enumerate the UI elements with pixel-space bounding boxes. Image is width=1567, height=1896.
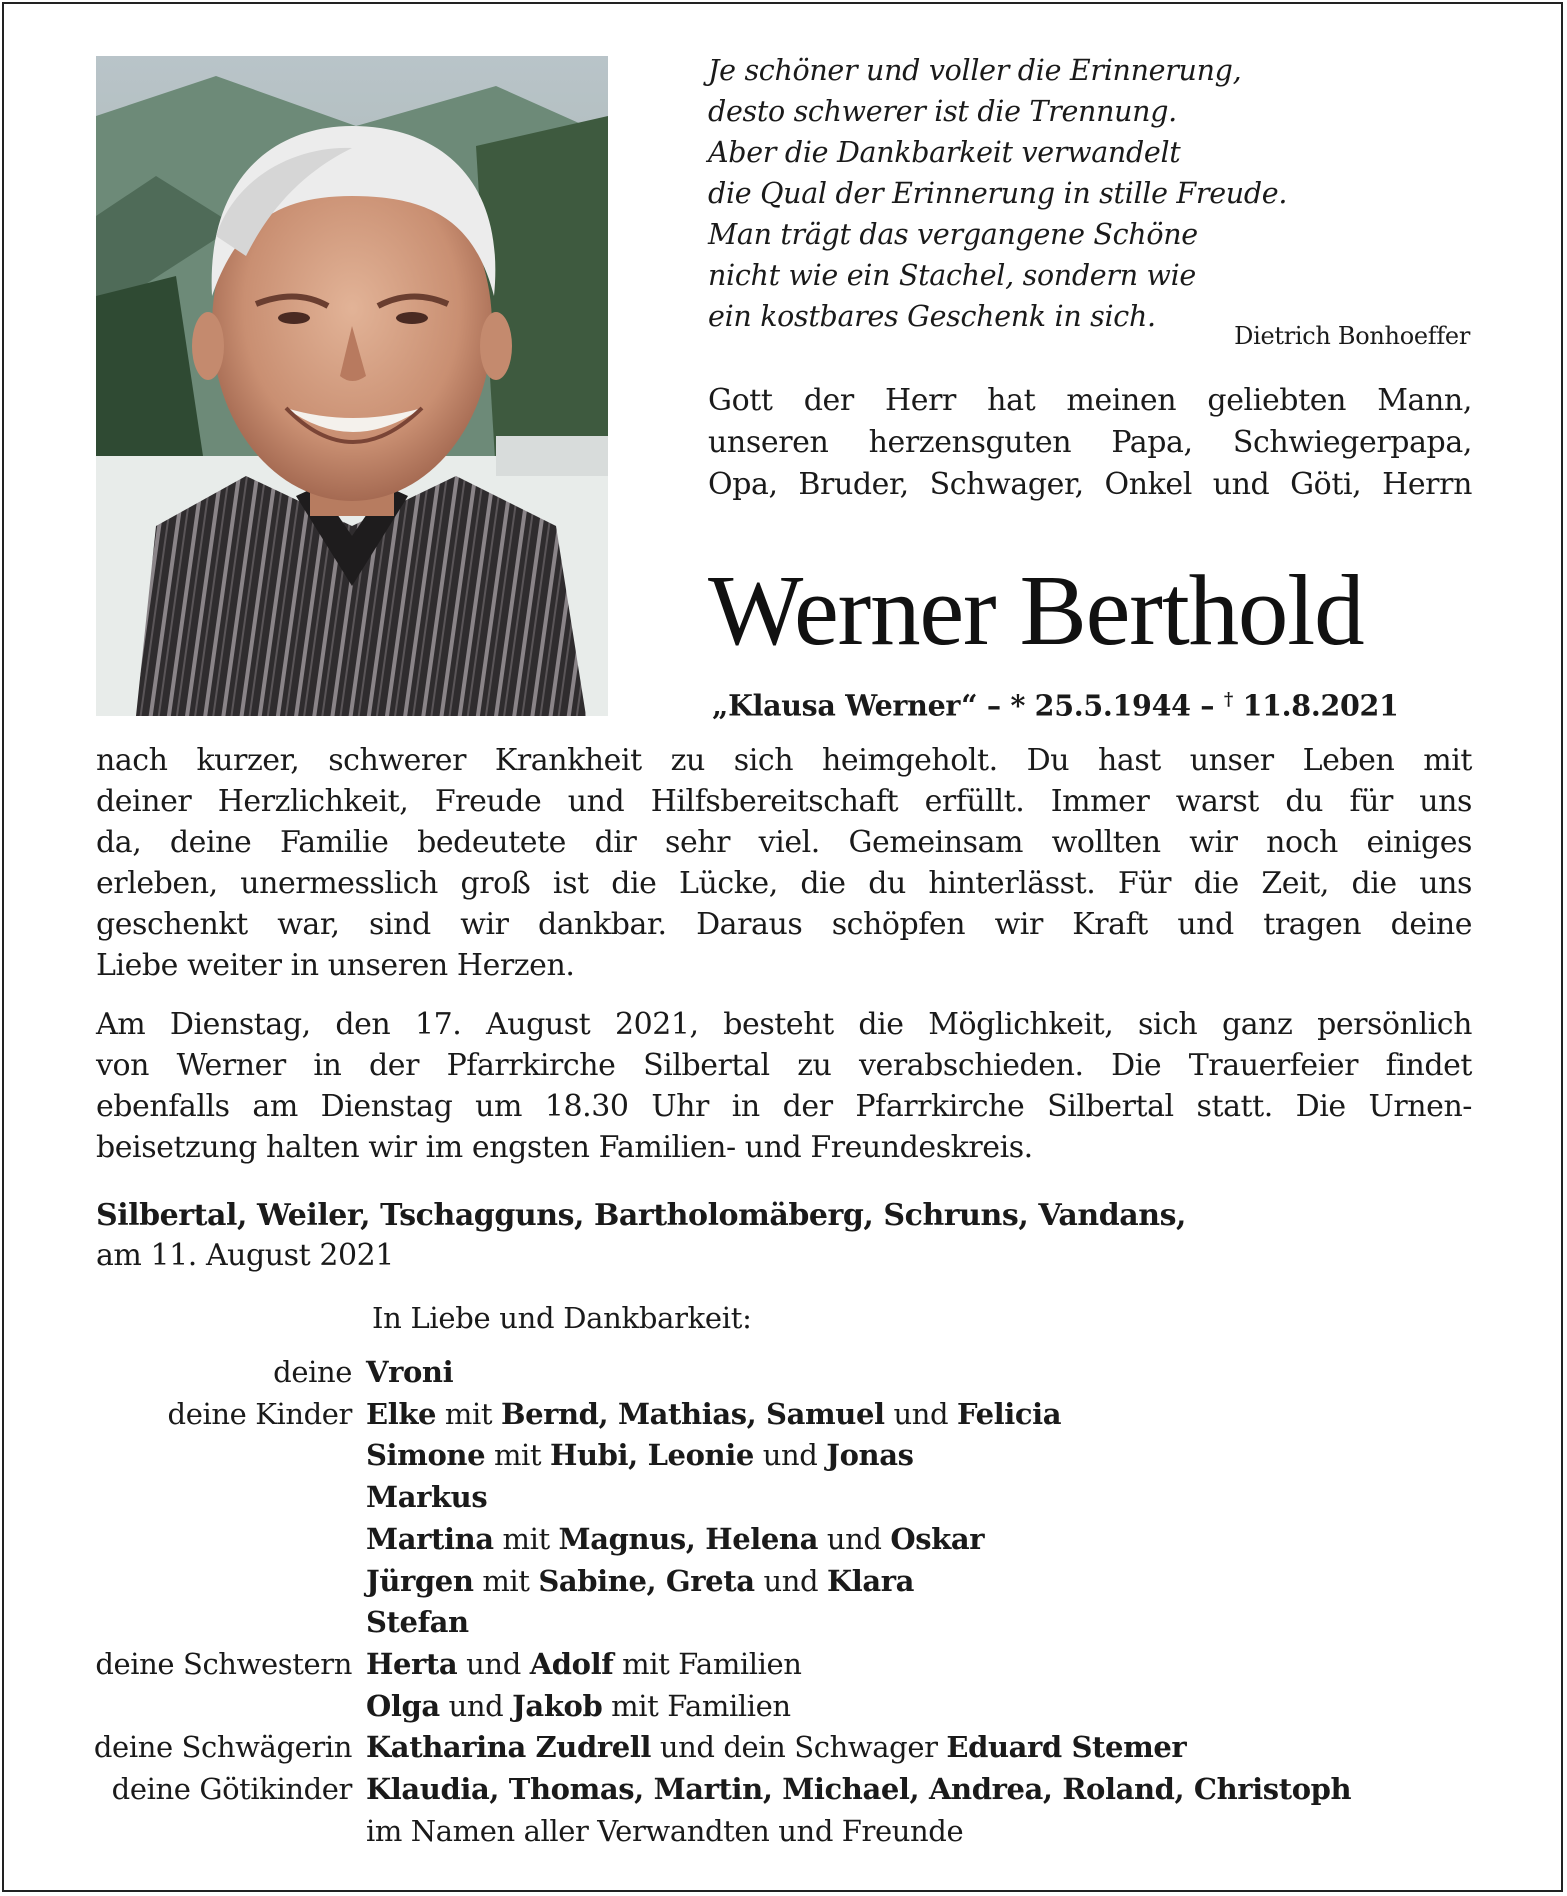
mourner-names — [366, 1644, 802, 1686]
mourner-name: Martina — [366, 1521, 494, 1556]
quote-line: ein kostbares Geschenk in sich. — [708, 300, 1156, 333]
dash: – — [1190, 688, 1224, 723]
mourner-row — [40, 1686, 1540, 1728]
paragraph-line: von Werner in der Pfarrkirche Silbertal zu verabschieden. Die Trauerfeier findet — [96, 1048, 1472, 1083]
mourner-row — [40, 1435, 1540, 1477]
paragraph-line: Liebe weiter in unseren Herzen. — [96, 948, 575, 983]
paragraph-line: erleben, unermesslich groß ist die Lücke, die du hinterlässt. Für die Zeit, die uns — [96, 866, 1472, 901]
connector-text: und — [457, 1646, 530, 1681]
mourner-name: Klara — [826, 1563, 915, 1598]
quote-line: desto schwerer ist die Trennung. — [708, 95, 1177, 128]
mourner-names — [366, 1519, 984, 1561]
mourner-names — [366, 1811, 963, 1853]
mourner-name: Herta — [366, 1646, 458, 1681]
funeral-info-paragraph — [96, 1004, 1472, 1168]
relation-label: deine Götikinder — [111, 1772, 352, 1807]
intro-line: Opa, Bruder, Schwager, Onkel und Göti, Herrn — [708, 467, 1472, 502]
mourner-row — [40, 1394, 1540, 1436]
mourner-name: Elke — [366, 1396, 437, 1431]
mourner-name: Klaudia, Thomas, Martin, Michael, Andrea, Roland, Christoph — [366, 1772, 1352, 1807]
intro-line: unseren herzensguten Papa, Schwiegerpapa, — [708, 425, 1472, 460]
places-and-date — [96, 1196, 1472, 1276]
connector-text: im Namen aller Verwandten und Freunde — [366, 1813, 964, 1848]
intro-line: Gott der Herr hat meinen geliebten Mann, — [708, 383, 1472, 418]
mourner-names — [366, 1394, 1061, 1436]
paragraph-line: da, deine Familie bedeutete dir sehr viel. Gemeinsam wollten wir noch einiges — [96, 825, 1472, 860]
connector-text: mit — [473, 1563, 539, 1598]
connector-text: mit Familien — [602, 1688, 791, 1723]
thanks-line: In Liebe und Dankbarkeit: — [372, 1301, 752, 1335]
mourner-names — [366, 1686, 791, 1728]
obituary-paragraph — [96, 740, 1472, 986]
place-names: Silbertal, Weiler, Tschagguns, Bartholomäberg, Schruns, Vandans, — [96, 1198, 1187, 1233]
relation-label: deine — [273, 1355, 352, 1389]
birth-symbol: * — [1010, 688, 1026, 723]
mourner-names — [366, 1769, 1351, 1811]
dash: – — [977, 688, 1011, 723]
mourner-name: Hubi, Leonie — [550, 1438, 754, 1473]
relation-label: deine Schwestern — [95, 1646, 352, 1681]
death-symbol: † — [1223, 689, 1233, 710]
mourner-row — [40, 1561, 1540, 1603]
mourner-row — [40, 1477, 1540, 1519]
quote-line: nicht wie ein Stachel, sondern wie — [708, 259, 1196, 292]
connector-text: und dein Schwager — [651, 1730, 947, 1765]
paragraph-line: geschenkt war, sind wir dankbar. Daraus schöpfen wir Kraft und tragen deine — [96, 907, 1472, 942]
connector-text: mit — [436, 1396, 501, 1431]
relation-label — [40, 1602, 366, 1644]
mourner-name: Jürgen — [366, 1563, 474, 1598]
quote-author: Dietrich Bonhoeffer — [1234, 322, 1470, 350]
mourner-name: Markus — [366, 1480, 488, 1515]
deceased-name: Werner Berthold — [708, 554, 1364, 666]
mourner-row — [40, 1811, 1540, 1853]
relation-label: deine Schwägerin — [93, 1730, 352, 1765]
relation-label: deine Kinder — [167, 1396, 352, 1431]
mourner-name: Felicia — [956, 1396, 1062, 1431]
connector-text: und — [818, 1521, 891, 1556]
relation-label — [40, 1477, 366, 1519]
mourner-name: Jonas — [826, 1438, 914, 1473]
relation-label — [40, 1519, 366, 1561]
paragraph-line: nach kurzer, schwerer Krankheit zu sich heimgeholt. Du hast unser Leben mit — [96, 743, 1472, 778]
mourner-names — [366, 1352, 453, 1394]
relation-label — [40, 1811, 366, 1853]
connector-text: und — [439, 1688, 513, 1723]
mourner-name: Oskar — [890, 1521, 985, 1556]
mourner-name: Jakob — [512, 1688, 603, 1723]
quote-line: Aber die Dankbarkeit verwandelt — [708, 136, 1181, 169]
mourner-name: Sabine, Greta — [538, 1563, 755, 1598]
life-dates — [712, 680, 1399, 726]
quote-line: die Qual der Erinnerung in stille Freude. — [708, 177, 1288, 210]
portrait-image — [96, 56, 608, 716]
death-date: 11.8.2021 — [1232, 688, 1399, 723]
connector-text: mit — [485, 1438, 550, 1473]
mourner-name: Vroni — [366, 1355, 454, 1389]
connector-text: und — [884, 1396, 957, 1431]
connector-text: mit Familien — [613, 1646, 802, 1681]
mourner-names — [366, 1435, 914, 1477]
connector-text: mit — [493, 1521, 559, 1556]
quote-line: Man trägt das vergangene Schöne — [708, 218, 1198, 251]
mourner-row — [40, 1352, 1540, 1394]
mourner-names — [366, 1602, 469, 1644]
birth-date: 25.5.1944 — [1025, 688, 1191, 723]
mourner-name: Eduard Stemer — [946, 1730, 1187, 1765]
connector-text: und — [754, 1563, 827, 1598]
mourner-name: Bernd, Mathias, Samuel — [500, 1396, 885, 1431]
intro-text — [708, 380, 1472, 506]
portrait-photo — [96, 56, 608, 716]
mourner-row — [40, 1519, 1540, 1561]
mourners-list — [40, 1352, 1540, 1852]
notice-date: am 11. August 2021 — [96, 1238, 394, 1273]
mourner-name: Adolf — [529, 1646, 614, 1681]
memorial-quote — [708, 50, 1488, 350]
paragraph-line: Am Dienstag, den 17. August 2021, besteht die Möglichkeit, sich ganz persönlich — [96, 1007, 1472, 1042]
mourner-row — [40, 1769, 1540, 1811]
relation-label — [40, 1686, 366, 1728]
mourner-row — [40, 1644, 1540, 1686]
quote-line: Je schöner und voller die Erinnerung, — [708, 54, 1242, 87]
mourner-name: Simone — [366, 1438, 486, 1473]
relation-label — [40, 1435, 366, 1477]
mourner-name: Stefan — [366, 1605, 469, 1640]
connector-text: und — [753, 1438, 827, 1473]
mourner-name: Magnus, Helena — [558, 1521, 818, 1556]
mourner-row — [40, 1602, 1540, 1644]
mourner-names — [366, 1477, 487, 1519]
mourner-name: Katharina Zudrell — [366, 1730, 652, 1765]
mourner-names — [366, 1561, 914, 1603]
mourner-names — [366, 1727, 1186, 1769]
mourner-name: Olga — [366, 1688, 440, 1723]
mourner-row — [40, 1727, 1540, 1769]
paragraph-line: ebenfalls am Dienstag um 18.30 Uhr in der Pfarrkirche Silbertal statt. Die Urnen- — [96, 1089, 1472, 1124]
nickname: „Klausa Werner“ — [712, 688, 978, 723]
paragraph-line: deiner Herzlichkeit, Freude und Hilfsbereitschaft erfüllt. Immer warst du für uns — [96, 784, 1472, 819]
paragraph-line: beisetzung halten wir im engsten Familien- und Freundeskreis. — [96, 1130, 1033, 1165]
relation-label — [40, 1561, 366, 1603]
